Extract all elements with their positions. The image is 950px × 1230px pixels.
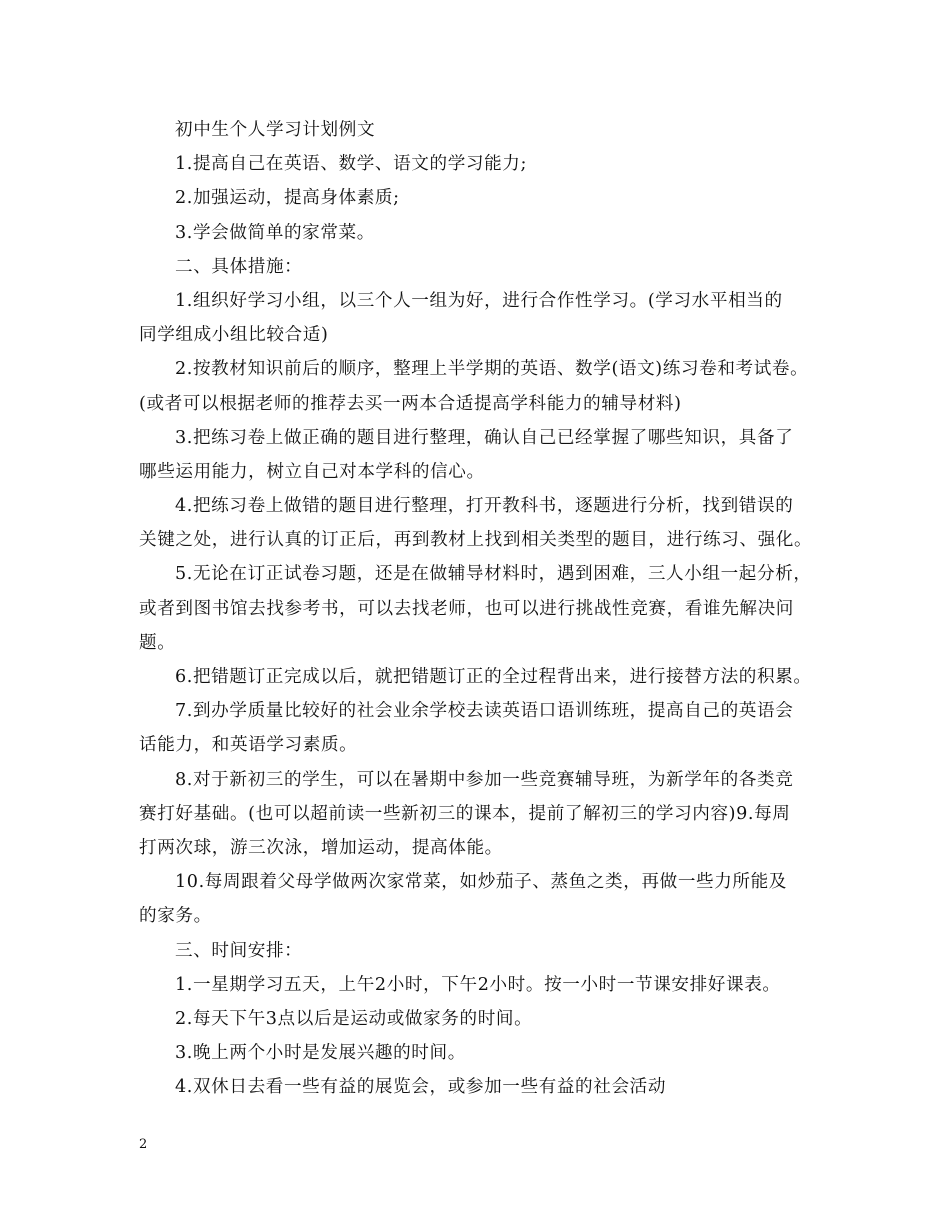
document-title: 初中生个人学习计划例文 <box>175 120 376 140</box>
paragraph-line: 7.到办学质量比较好的社会业余学校去读英语口语训练班，提高自己的英语会 <box>175 701 794 722</box>
paragraph-line: 打两次球，游三次泳，增加运动，提高体能。 <box>139 837 503 858</box>
paragraph-line: 5.无论在订正试卷习题，还是在做辅导材料时，遇到困难，三人小组一起分析， <box>175 564 812 585</box>
paragraph-line: 题。 <box>139 632 176 653</box>
paragraph-line: 6.把错题订正完成以后，就把错题订正的全过程背出来，进行接替方法的积累。 <box>175 667 812 687</box>
page-number: 2 <box>139 1137 148 1152</box>
paragraph-line: 3.把练习卷上做正确的题目进行整理，确认自己已经掌握了哪些知识，具备了 <box>175 427 794 448</box>
paragraph-line: 的家务。 <box>139 906 212 927</box>
schedule-line: 1.一星期学习五天，上午2小时，下午2小时。按一小时一节课安排好课表。 <box>175 974 781 995</box>
paragraph-line: 同学组成小组比较合适) <box>139 325 329 346</box>
paragraph-line: (或者可以根据老师的推荐去买一两本合适提高学科能力的辅导材料) <box>139 393 682 414</box>
schedule-line: 2.每天下午3点以后是运动或做家务的时间。 <box>175 1008 533 1029</box>
paragraph-line: 4.把练习卷上做错的题目进行整理，打开教科书，逐题进行分析，找到错误的 <box>175 496 794 517</box>
paragraph-line: 关键之处，进行认真的订正后，再到教材上找到相关类型的题目，进行练习、强化。 <box>139 530 813 551</box>
paragraph-line: 1.组织好学习小组，以三个人一组为好，进行合作性学习。(学习水平相当的 <box>175 290 783 311</box>
paragraph-line: 赛打好基础。(也可以超前读一些新初三的课本，提前了解初三的学习内容)9.每周 <box>139 803 791 824</box>
section-heading-measures: 二、具体措施： <box>175 256 303 277</box>
paragraph-line: 或者到图书馆去找参考书，可以去找老师，也可以进行挑战性竞赛，看谁先解决问 <box>139 598 794 619</box>
paragraph-line: 哪些运用能力，树立自己对本学科的信心。 <box>139 461 485 482</box>
goal-line-1: 1.提高自己在英语、数学、语文的学习能力; <box>175 154 528 175</box>
document-body <box>139 113 819 1104</box>
paragraph-line: 2.按教材知识前后的顺序，整理上半学期的英语、数学(语文)练习卷和考试卷。 <box>175 359 809 380</box>
schedule-line: 4.双休日去看一些有益的展览会，或参加一些有益的社会活动 <box>175 1077 667 1098</box>
paragraph-line: 话能力，和英语学习素质。 <box>139 735 358 756</box>
goal-line-2: 2.加强运动，提高身体素质; <box>175 188 400 209</box>
section-heading-schedule: 三、时间安排： <box>175 940 303 961</box>
goal-line-3: 3.学会做简单的家常菜。 <box>175 222 375 243</box>
paragraph-line: 10.每周跟着父母学做两次家常菜，如炒茄子、蒸鱼之类，再做一些力所能及 <box>175 872 787 893</box>
paragraph-line: 8.对于新初三的学生，可以在暑期中参加一些竞赛辅导班，为新学年的各类竞 <box>175 769 794 790</box>
schedule-line: 3.晚上两个小时是发展兴趣的时间。 <box>175 1043 466 1064</box>
